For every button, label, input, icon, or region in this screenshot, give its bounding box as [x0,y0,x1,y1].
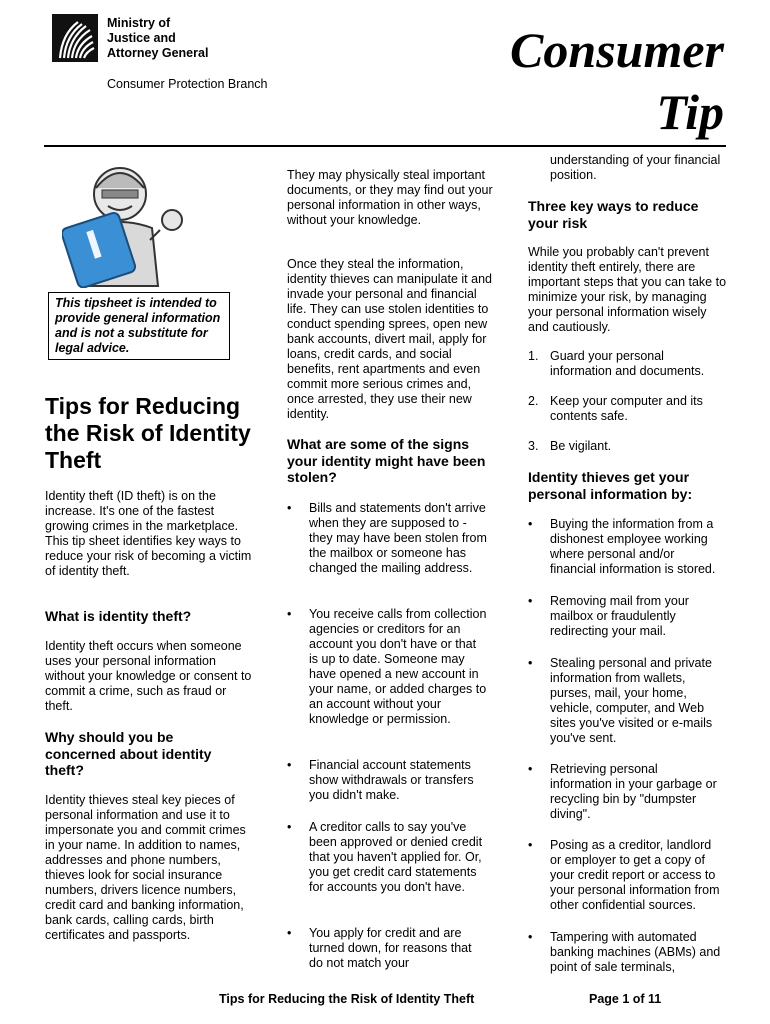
item-number: 3. [528,439,539,453]
paragraph-manipulate: Once they steal the information, identity thieves can manipulate it and invade your personal and financial life. They can use stolen identities to conduct spending sprees, open new bank accounts, divert mail, apply for loans, credit cards, and social benefits, rent apartments and even commit more serious crimes and, once arrested, they use their new identity. [287,257,492,421]
paragraph-what: Identity theft occurs when someone uses your personal information without your knowledge or consent to commit a crime, such as fraud or theft. [45,639,252,713]
bullet-mark: • [287,501,292,515]
bullet-mark: • [287,926,292,940]
bullet-mark: • [528,838,533,852]
paragraph-why: Identity thieves steal key pieces of personal information and use it to impersonate you and commit crimes in your name. In addition to names, addresses and phone numbers, thieves look for social insurance numbers, drivers licence numbers, credit card and banking information, bank cards, calling cards, birth certificates and passports. [45,793,246,942]
tip-heading: Tip [656,84,724,140]
list-item-text: Tampering with automated banking machines (ABMs) and point of sale terminals, [550,930,721,974]
paragraph-continued: understanding of your financial position. [550,153,721,182]
intro-paragraph: Identity theft (ID theft) is on the increase. It's one of the fastest growing crimes in the marketplace. This tip sheet identifies key ways to reduce your risk of becoming a victim of identity theft. [45,489,252,578]
list-item-text: Retrieving personal information in your garbage or recycling bin by "dumpster diving". [550,762,717,821]
heading-three-ways: Three key ways to reduce your risk [528,198,699,231]
heading-thieves-get-info: Identity thieves get your personal information by: [528,469,693,502]
ministry-line: Attorney General [107,46,209,60]
list-item-text: Buying the information from a dishonest employee working where personal and/or financial information is stored. [550,517,716,576]
knight-mascot-illustration [62,158,192,288]
list-item-text: You receive calls from collection agencies or creditors for an account you don't have or that is up to date. Someone may have opened a new account in your name, or added charges to an account without your knowledge or permission. [309,607,487,726]
heading-signs: What are some of the signs your identity might have been stolen? [287,436,486,485]
knight-with-card-icon [62,158,192,288]
list-item-text: Bills and statements don't arrive when they are supposed to - they may have been stolen from the mailbox or someone has changed the mailing address. [309,501,487,575]
bullet-mark: • [287,758,292,772]
consumer-heading: Consumer [510,22,724,78]
ministry-line: Justice and [107,31,176,45]
paragraph-steal: They may physically steal important documents, or they may find out your personal information in other ways, without your knowledge. [287,168,493,227]
list-item-text: You apply for credit and are turned down, for reasons that do not match your [309,926,472,970]
numbered-item-text: Keep your computer and its contents safe. [550,394,703,423]
bullet-mark: • [528,517,533,531]
heading-what-is-identity-theft: What is identity theft? [45,608,192,624]
ministry-name [107,16,208,61]
wheat-logo-icon [52,14,98,62]
numbered-item-text: Guard your personal information and documents. [550,349,705,378]
item-number: 1. [528,349,539,363]
header-rule [44,145,726,147]
list-item-text: A creditor calls to say you've been approved or denied credit that you haven't applied for. Or, you get credit card statements for accounts you don't have. [309,820,483,894]
branch-name: Consumer Protection Branch [107,77,268,91]
bullet-mark: • [287,820,292,834]
heading-why-concerned: Why should you be concerned about identity theft? [45,729,212,778]
disclaimer-box: This tipsheet is intended to provide general information and is not a substitute for legal advice. [48,292,230,360]
list-item-text: Posing as a creditor, landlord or employer to get a copy of your credit report or access to your personal information from other confidential sources. [550,838,720,912]
paragraph-three-ways: While you probably can't prevent identity theft entirely, there are important steps that you can take to minimize your risk, by managing your personal information wisely and cautiously. [528,245,727,334]
list-item-text: Stealing personal and private information from wallets, purses, mail, your home, vehicle, computer, and Web sites you've visited or e-mails you've sent. [550,656,713,745]
bullet-mark: • [528,656,533,670]
ministry-logo [52,14,98,62]
ministry-line: Ministry of [107,16,171,30]
footer-title: Tips for Reducing the Risk of Identity Theft [219,992,475,1006]
bullet-mark: • [528,930,533,944]
numbered-item-text: Be vigilant. [550,439,612,453]
page-number: Page 1 of 11 [589,992,662,1006]
bullet-mark: • [287,607,292,621]
bullet-mark: • [528,762,533,776]
list-item-text: Removing mail from your mailbox or fraudulently redirecting your mail. [550,594,689,638]
item-number: 2. [528,394,539,408]
bullet-mark: • [528,594,533,608]
list-item-text: Financial account statements show withdrawals or transfers you didn't make. [309,758,474,802]
page-title: Tips for Reducing the Risk of Identity Theft [45,393,251,473]
